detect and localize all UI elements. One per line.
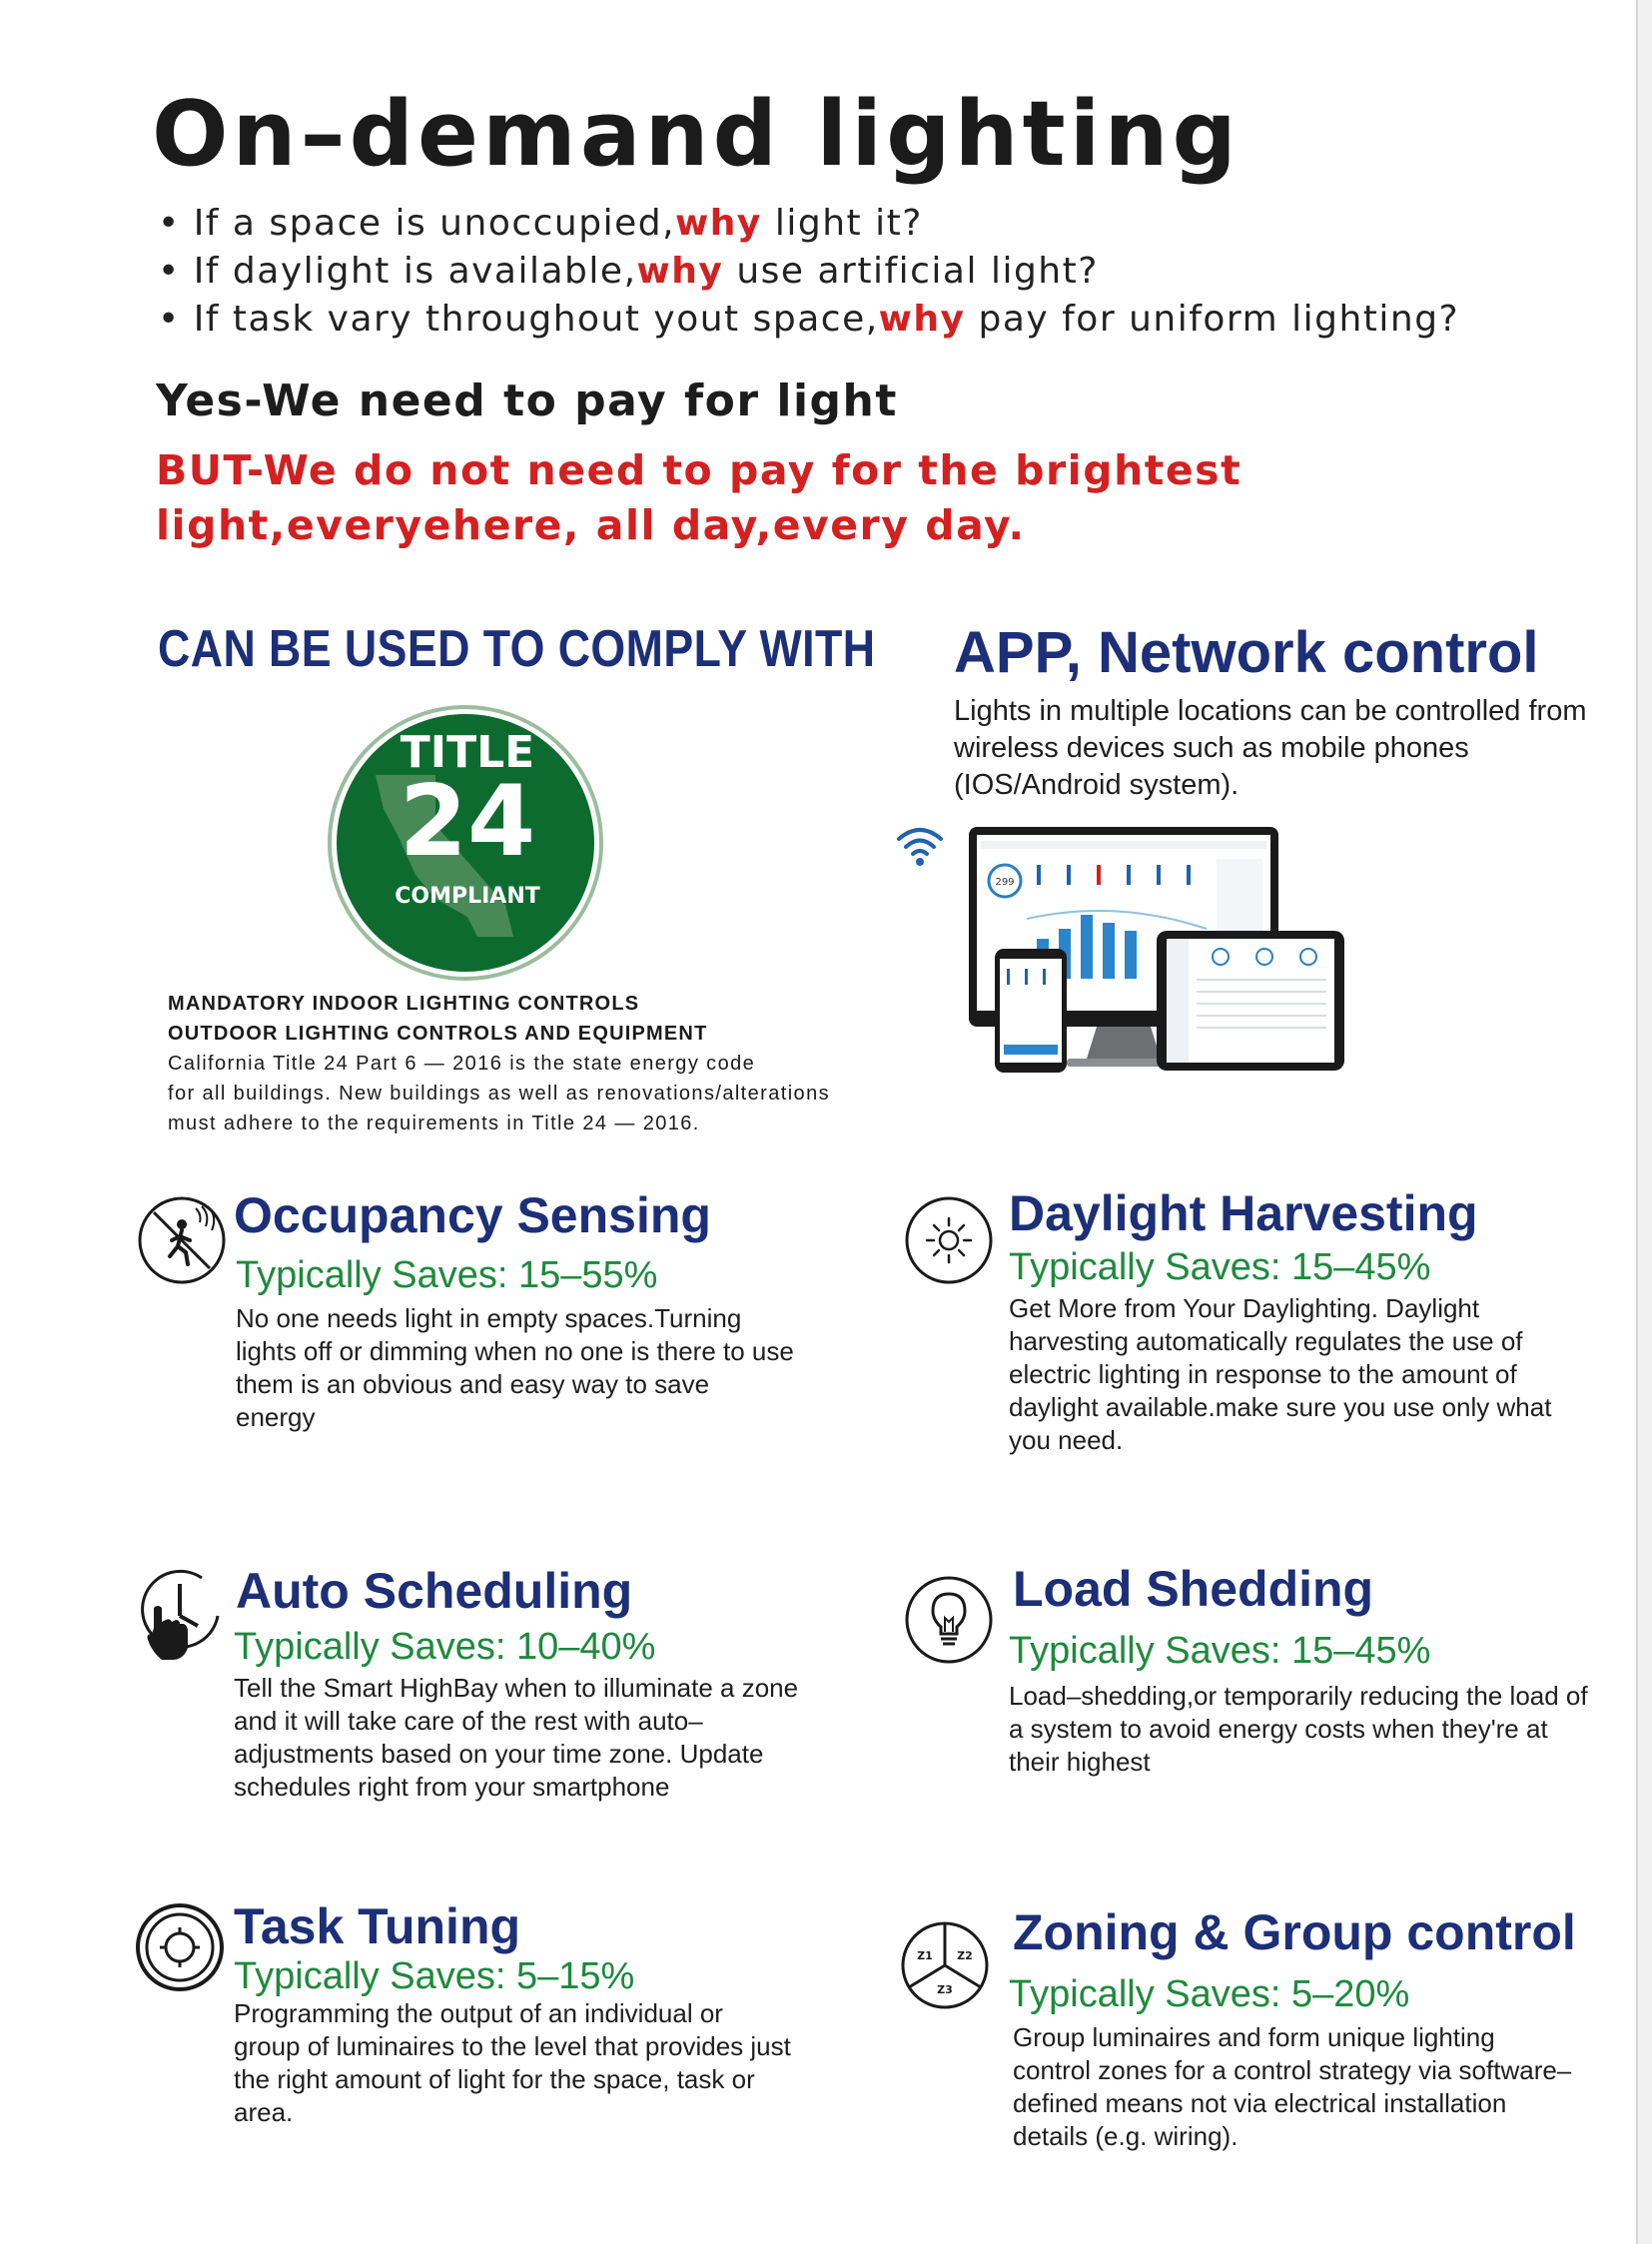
feature-description: No one needs light in empty spaces.Turning lights off or dimming when no one is there to use them is an obvious and easy way to save energy (236, 1303, 794, 1432)
feature-title: Daylight Harvesting (1009, 1185, 1478, 1241)
feature-savings: Typically Saves: 10–40% (234, 1626, 656, 1668)
feature-description: Group luminaires and form unique lighting control zones for a control strategy via software–defined means not via electrical installation details (e.g. wiring). (1013, 2022, 1572, 2151)
caption-bold-line: OUTDOOR LIGHTING CONTROLS AND EQUIPMENT (168, 1023, 708, 1045)
feature-savings: Typically Saves: 5–15% (234, 1955, 635, 1997)
feature-title: Auto Scheduling (236, 1563, 633, 1619)
badge-number: 24 (399, 765, 536, 879)
feature-savings: Typically Saves: 15–45% (1009, 1630, 1431, 1672)
feature-title: Task Tuning (234, 1898, 521, 1954)
sun-icon (903, 1194, 995, 1286)
phone-device (995, 949, 1067, 1073)
feature-title: Occupancy Sensing (234, 1187, 711, 1243)
page-title: On–demand lighting (152, 82, 1240, 187)
tablet-device (1157, 931, 1344, 1071)
occupancy-sensor-icon (136, 1194, 228, 1286)
question-list (158, 200, 1459, 344)
feature-savings: Typically Saves: 15–55% (236, 1254, 658, 1296)
feature-description: Programming the output of an individual or group of luminaires to the level that provides just the right amount of light for the space, task or area. (234, 1998, 791, 2127)
caption-bold-line: MANDATORY INDOOR LIGHTING CONTROLS (168, 993, 640, 1015)
app-description: Lights in multiple locations can be controlled from wireless devices such as mobile phones (IOS/Android system). (954, 695, 1587, 801)
devices-illustration (967, 819, 1346, 1079)
page-edge (1636, 0, 1652, 2244)
feature-title: Zoning & Group control (1013, 1904, 1576, 1960)
lightbulb-icon (903, 1574, 995, 1666)
feature-savings: Typically Saves: 5–20% (1009, 1973, 1410, 2015)
feature-description: Get More from Your Daylighting. Daylight harvesting automatically regulates the use of electric lighting in response to the amount of daylight available.make sure you use only what you need. (1009, 1293, 1552, 1455)
app-heading: APP, Network control (954, 620, 1539, 685)
zone-label: Z1 (917, 1949, 933, 1962)
tuning-dial-icon (134, 1901, 226, 1993)
caption-line: California Title 24 Part 6 — 2016 is the state energy code (168, 1053, 756, 1075)
yes-statement: Yes-We need to pay for light (156, 375, 898, 426)
badge-title: TITLE (400, 727, 535, 778)
feature-description: Tell the Smart HighBay when to illuminate a zone and it will take care of the rest with auto–adjustments based on your time zone. Update schedules right from your smartphone (234, 1673, 799, 1802)
zones-icon (899, 1919, 991, 2011)
clock-hand-icon (132, 1568, 228, 1664)
feature-title: Load Shedding (1013, 1561, 1374, 1617)
question-item: • If task vary throughout yout space,why pay for uniform lighting? (158, 299, 1460, 340)
wifi-icon (895, 821, 945, 871)
comply-heading: CAN BE USED TO COMPLY WITH (158, 620, 876, 678)
caption-line: must adhere to the requirements in Title 24 — 2016. (168, 1113, 700, 1134)
question-item: • If daylight is available,why use artificial light? (158, 251, 1099, 292)
dashboard-value: 299 (995, 877, 1015, 888)
title24-badge (328, 705, 603, 981)
badge-subtitle: COMPLIANT (395, 884, 540, 909)
zone-label: Z2 (957, 1949, 973, 1962)
feature-description: Load–shedding,or temporarily reducing the load of a system to avoid energy costs when they're at their highest (1009, 1681, 1588, 1777)
title24-caption (168, 989, 907, 1138)
caption-line: for all buildings. New buildings as well as renovations/alterations (168, 1083, 830, 1105)
feature-savings: Typically Saves: 15–45% (1009, 1246, 1431, 1288)
zone-label: Z3 (937, 1983, 953, 1996)
question-item: • If a space is unoccupied,why light it? (158, 203, 923, 244)
but-statement: BUT-We do not need to pay for the brightest light,everyehere, all day,every day. (156, 446, 1242, 549)
